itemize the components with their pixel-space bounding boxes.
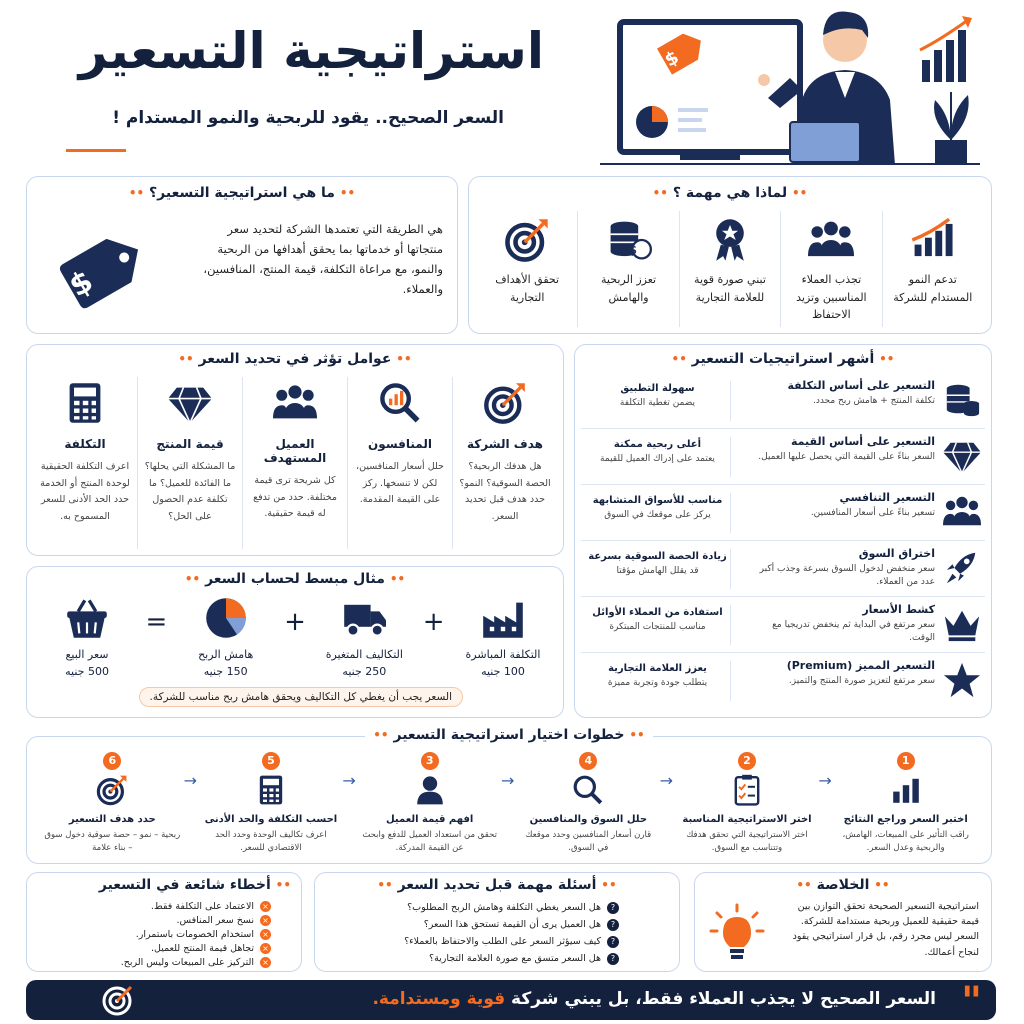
example-items — [37, 589, 553, 685]
strategy-icon-wrap — [941, 661, 981, 701]
strategy-items — [581, 373, 985, 709]
svg-text:$: $ — [627, 241, 637, 257]
title-underline — [66, 149, 126, 152]
example-icon-wrap — [176, 596, 276, 642]
strategy-row — [581, 373, 985, 429]
step-desc: قارن أسعار المنافسين وحدد موقعك في السوق. — [525, 830, 652, 854]
step-icon-wrap — [668, 774, 827, 810]
factor-item — [242, 377, 347, 549]
step-number: 1 — [897, 752, 915, 770]
step-desc: اعرف تكاليف الوحدة وحدد الحد الاقتصادي للسعر. — [215, 830, 327, 854]
strategy-desc: سعر مرتفع في البداية ثم ينخفض تدريجيا مع الوقت. — [772, 620, 935, 644]
factor-icon-wrap — [144, 377, 236, 427]
factor-item — [347, 377, 452, 549]
strategy-icon-wrap — [941, 549, 981, 589]
factor-title: التكلفة — [64, 437, 106, 451]
search-icon — [572, 774, 604, 806]
strategy-row — [581, 541, 985, 597]
why-item-label: تجذب العملاء المناسبين وتزيد الاحتفاظ — [796, 273, 867, 322]
factor-title: العميل المستهدف — [263, 437, 327, 465]
strategy-desc: تسعير بناءً على أسعار المنافسين. — [810, 508, 935, 518]
factor-icon-wrap — [39, 377, 131, 427]
strategy-benefit-title: زيادة الحصة السوقية بسرعة — [588, 551, 727, 562]
x-icon: × — [260, 943, 271, 954]
calculator-icon — [63, 381, 107, 425]
conclusion-card: •• الخلاصة •• استراتيجية التسعير الصحيحة تحقق التوازن بين قيمة حقيقية للعميل وربحية مستدامة للشركة. السعر ليس مجرد رقم، بل قرار استراتيجي يقود لنجاح أعمالك. — [694, 872, 992, 972]
truck-icon — [342, 596, 386, 640]
example-value: 250 جنيه — [342, 665, 387, 678]
why-title: لماذا هي مهمة ؟ — [672, 185, 788, 201]
step-title: اختر الاستراتيجية المناسبة — [682, 814, 812, 825]
factor-item — [452, 377, 557, 549]
strategy-row — [581, 429, 985, 485]
step-desc: تحقق من استعداد العميل للدفع وابحث عن القيمة المدركة. — [362, 830, 497, 854]
factor-desc: اعرف التكلفة الحقيقية لوحدة المنتج أو الخدمة حدد الحد الأدنى للسعر المسموح به. — [40, 461, 130, 522]
why-item-label: تبني صورة قوية للعلامة التجارية — [694, 273, 766, 304]
mistakes-card: •• أخطاء شائعة في التسعير × الاعتماد على التكلفة فقط. × نسخ سعر المنافس. × استخدام الخصومات باستمرار. × تجاهل قيمة المنتج للعميل. × التركيز على المبيعات وليس الربح. — [26, 872, 302, 972]
step-number: 4 — [579, 752, 597, 770]
footer-highlight: قوية ومستدامة. — [372, 989, 506, 1009]
question-text: كيف سيؤثر السعر على الطلب والاحتفاظ بالعملاء؟ — [404, 936, 601, 947]
step-number: 6 — [103, 752, 121, 770]
strategy-benefit-title: أعلى ربحية ممكنة — [613, 439, 702, 450]
step-item — [183, 749, 351, 855]
question-item — [329, 950, 619, 967]
steps-card: •• خطوات اختيار استراتيجية التسعير •• 1 اختبر السعر وراجع النتائج راقب التأثير على المبيعات، الهامش، والربحية وعدل السعر. → 2 اختر الاستراتيجية المناسبة اختر الاستراتيجية التي تحقق هدفك وتتناسب مع السوق. → 4 حلل السوق والمنافسين قارن أسعار المنافسين وحدد موقعك في السوق. → 3 افهم قيمة العميل تحقق من استعداد العميل للدفع وابحث عن القيمة المدركة. → 5 احسب التكلفة والحد الأدنى اعرف تكاليف الوحدة وحدد الحد الاقتصادي للسعر. → 6 حدد هدف التسعير ربحية – نمو – حصة سوقية دخول سوق – بناء علامة — [26, 736, 992, 864]
footer-main: السعر الصحيح لا يجذب العملاء فقط، بل يبني شركة — [511, 989, 936, 1009]
example-icon-wrap — [37, 596, 137, 642]
strategy-row — [581, 485, 985, 541]
target-icon — [96, 774, 128, 806]
why-item-icon-wrap — [680, 217, 780, 263]
strategy-benefit-title: مناسب للأسواق المتشابهة — [592, 495, 723, 506]
example-title: مثال مبسط لحساب السعر — [205, 571, 385, 587]
strategy-main — [755, 659, 935, 688]
conclusion-title: الخلاصة — [816, 877, 870, 893]
award-icon — [707, 217, 753, 263]
why-item — [882, 211, 983, 327]
growth-chart-icon — [910, 217, 956, 263]
factor-icon-wrap — [459, 377, 551, 427]
step-arrow-icon: → — [500, 771, 515, 790]
why-item — [679, 211, 780, 327]
why-item-icon-wrap — [883, 217, 983, 263]
step-title: اختبر السعر وراجع النتائج — [843, 814, 968, 825]
diamond-icon — [943, 437, 981, 475]
crown-icon — [943, 605, 981, 643]
steps-title: خطوات اختيار استراتيجية التسعير — [393, 727, 625, 743]
example-value: 100 جنيه — [481, 665, 525, 678]
strategy-benefit — [585, 549, 731, 589]
strategy-main — [755, 491, 935, 520]
mistake-item — [71, 941, 271, 955]
strategy-benefit — [585, 605, 731, 645]
strategy-benefit — [585, 493, 731, 533]
example-icon-wrap — [314, 596, 414, 642]
target-icon — [504, 217, 550, 263]
strategy-main — [755, 603, 935, 645]
customers-icon — [808, 217, 854, 263]
calculator-icon — [255, 774, 287, 806]
step-item — [342, 749, 509, 855]
bars-icon — [890, 774, 922, 806]
question-icon: ? — [607, 919, 619, 931]
page-title: استراتيجية التسعير — [78, 22, 544, 80]
mistake-text: نسخ سعر المنافس. — [176, 914, 254, 926]
factor-title: قيمة المنتج — [156, 437, 224, 451]
factor-desc: حلل أسعار المنافسين، لكن لا تنسخها. ركز على القيمة المقدمة. — [356, 461, 444, 506]
step-number: 2 — [738, 752, 756, 770]
pie-icon — [204, 596, 248, 640]
strategy-main — [755, 379, 935, 408]
step-number: 5 — [262, 752, 280, 770]
step-title: حلل السوق والمنافسين — [529, 814, 648, 825]
user-icon — [414, 774, 446, 806]
strategy-benefit-title: يعزز العلامة التجارية — [608, 663, 707, 674]
step-title: احسب التكلفة والحد الأدنى — [204, 814, 338, 825]
strategy-name: التسعير على أساس التكلفة — [787, 379, 935, 392]
factor-title: هدف الشركة — [467, 437, 543, 451]
question-text: هل السعر متسق مع صورة العلامة التجارية؟ — [429, 953, 601, 964]
example-note: السعر يجب أن يغطي كل التكاليف ويحقق هامش ربح مناسب للشركة. — [139, 687, 463, 707]
why-item-icon-wrap — [578, 217, 678, 263]
search-chart-icon — [378, 381, 422, 425]
mistake-item — [71, 913, 271, 927]
conclusion-body: استراتيجية التسعير الصحيحة تحقق التوازن بين قيمة حقيقية للعميل وربحية مستدامة للشركة. السعر ليس مجرد رقم، بل قرار استراتيجي يقود لنجاح أعمالك. — [792, 901, 979, 958]
strategy-benefit — [585, 661, 731, 701]
mistake-items — [71, 899, 271, 969]
basket-icon — [65, 596, 109, 640]
strategy-desc: سعر منخفض لدخول السوق بسرعة وجذب أكبر عدد من العملاء. — [759, 564, 935, 588]
strategy-name: اختراق السوق — [858, 547, 935, 560]
x-icon: × — [260, 929, 271, 940]
step-item — [33, 749, 192, 855]
why-item — [577, 211, 678, 327]
factor-icon-wrap — [354, 377, 446, 427]
strategy-benefit-desc: يعتمد على إدراك العميل للقيمة — [600, 454, 715, 464]
step-icon-wrap — [509, 774, 668, 810]
strategy-benefit — [585, 381, 731, 421]
group-icon — [273, 381, 317, 425]
strategy-benefit-title: سهولة التطبيق — [620, 383, 695, 394]
question-item — [329, 899, 619, 916]
strategy-main — [755, 547, 935, 589]
factors-card: •• عوامل تؤثر في تحديد السعر •• هدف الشركة هل هدفك الربحية؟ الحصة السوقية؟ النمو؟ حدد هدف قبل تحديد السعر. المنافسون حلل أسعار المنافسين، لكن لا تنسخها. ركز على القيمة المقدمة. العميل المستهدف كل شريحة ترى قيمة مختلفة. حدد من تدفع له قيمة حقيقية. قيمة المنتج ما المشكلة التي يحلها؟ ما الفائدة للعميل؟ ما تكلفة عدم الحصول على الحل؟ التكلفة اعرف التكلفة الحقيقية لوحدة المنتج أو الخدمة حدد الحد الأدنى للسعر المسموح به. — [26, 344, 564, 556]
group-icon — [943, 493, 981, 531]
quote-icon: " — [961, 978, 982, 1024]
what-is-card: •• ما هي استراتيجية التسعير؟ •• هي الطريقة التي تعتمدها الشركة لتحديد سعر منتجاتها أو خدماتها بما يحقق أهدافها من الربحية والنمو، مع مراعاة التكلفة، قيمة المنتج، المنافسين، والعملاء. $ — [26, 176, 458, 334]
x-icon: × — [260, 957, 271, 968]
why-card: •• لماذا هي مهمة ؟ •• تدعم النمو المستدام للشركة تجذب العملاء المناسبين وتزيد الاحتفاظ تبني صورة قوية للعلامة التجارية $ تعزز الربحية والهامش تحقق الأهداف التجارية — [468, 176, 992, 334]
why-item — [780, 211, 881, 327]
target-icon — [483, 381, 527, 425]
example-card: •• مثال مبسط لحساب السعر •• التكلفة المباشرة 100 جنيه + التكاليف المتغيرة 250 جنيه + هامش الربح 150 جنيه = سعر البيع 500 جنيه السعر يجب أن يغطي كل التكاليف ويحقق هامش ربح مناسب للشركة. — [26, 566, 564, 718]
step-item — [818, 749, 985, 855]
questions-card: •• أسئلة مهمة قبل تحديد السعر •• ? هل السعر يغطي التكلفة وهامش الربح المطلوب؟ ? هل العميل يرى أن القيمة تستحق هذا السعر؟ ? كيف سيؤثر السعر على الطلب والاحتفاظ بالعملاء؟ ? هل السعر متسق مع صورة العلامة التجارية؟ — [314, 872, 680, 972]
example-item — [453, 596, 553, 678]
step-title: افهم قيمة العميل — [385, 814, 474, 825]
diamond-icon — [168, 381, 212, 425]
step-items — [33, 749, 985, 861]
x-icon: × — [260, 915, 271, 926]
strategy-row — [581, 597, 985, 653]
mistake-item — [71, 927, 271, 941]
step-arrow-icon: → — [659, 771, 674, 790]
operator-symbol: + — [284, 607, 306, 637]
why-item-label: تعزز الربحية والهامش — [601, 273, 657, 304]
coins-icon — [606, 217, 652, 263]
footer-banner — [26, 978, 996, 1024]
lightbulb-icon — [707, 901, 767, 965]
step-desc: راقب التأثير على المبيعات، الهامش، والربحية وعدل السعر. — [842, 830, 969, 854]
strategy-benefit-desc: يتطلب جودة وتجربة مميزة — [607, 678, 708, 688]
svg-text:$: $ — [661, 46, 683, 72]
strategy-benefit — [585, 437, 731, 477]
step-arrow-icon: → — [818, 771, 832, 790]
factory-icon — [481, 596, 525, 640]
why-item-icon-wrap — [781, 217, 881, 263]
example-label: التكلفة المباشرة — [465, 648, 541, 661]
checklist-icon — [731, 774, 763, 806]
strategy-desc: سعر مرتفع لتعزيز صورة المنتج والتميز. — [788, 676, 935, 686]
page-subtitle: السعر الصحيح.. يقود للربحية والنمو المستدام ! — [112, 108, 504, 128]
strategy-name: كشط الأسعار — [862, 603, 935, 616]
factor-items — [33, 377, 557, 549]
operator-symbol: + — [422, 607, 445, 637]
mistake-item — [71, 955, 271, 969]
factor-desc: كل شريحة ترى قيمة مختلفة. حدد من تدفع له قيمة حقيقية. — [253, 475, 337, 520]
price-tag-icon — [51, 213, 161, 323]
star-icon — [943, 661, 981, 699]
strategy-row — [581, 653, 985, 709]
why-items — [477, 211, 983, 327]
factor-desc: هل هدفك الربحية؟ الحصة السوقية؟ النمو؟ حدد هدف قبل تحديد السعر. — [459, 461, 551, 522]
questions-title: أسئلة مهمة قبل تحديد السعر — [397, 877, 597, 893]
question-icon: ? — [607, 936, 619, 948]
rocket-icon — [943, 549, 981, 587]
example-value: 500 جنيه — [65, 665, 109, 678]
step-number: 3 — [421, 752, 439, 770]
strategies-card: •• أشهر استراتيجيات التسعير •• التسعير على أساس التكلفة تكلفة المنتج + هامش ربح محدد. سهولة التطبيق يضمن تغطية التكلفة التسعير على أساس القيمة السعر بناءً على القيمة التي يحصل عليها العميل. أعلى ربحية ممكنة يعتمد على إدراك العميل للقيمة التسعير التنافسي تسعير بناءً على أسعار المنافسين. مناسب للأسواق المتشابهة يركز على موقعك في السوق اختراق السوق سعر منخفض لدخول السوق بسرعة وجذب أكبر عدد من العملاء. زيادة الحصة السوقية بسرعة قد يقلل الهامش مؤقتا كشط الأسعار سعر مرتفع في البداية ثم ينخفض تدريجيا مع الوقت. استفادة من العملاء الأوائل مناسب للمنتجات المبتكرة التسعير المميز (Premium) سعر مرتفع لتعزيز صورة المنتج والتميز. يعزز العلامة التجارية يتطلب جودة وتجربة مميزة — [574, 344, 992, 718]
strategy-name: التسعير على أساس القيمة — [791, 435, 935, 448]
strategy-icon-wrap — [941, 493, 981, 533]
step-icon-wrap — [192, 774, 351, 810]
strategy-benefit-desc: مناسب للمنتجات المبتكرة — [609, 622, 706, 632]
target-icon — [100, 982, 136, 1018]
strategies-title: أشهر استراتيجيات التسعير — [691, 351, 875, 367]
example-label: سعر البيع — [65, 648, 109, 661]
strategy-benefit-desc: يركز على موقعك في السوق — [604, 510, 711, 520]
mistake-text: تجاهل قيمة المنتج للعميل. — [150, 942, 254, 954]
strategy-name: التسعير التنافسي — [839, 491, 935, 504]
mistake-text: استخدام الخصومات باستمرار. — [135, 928, 254, 940]
why-item-label: تحقق الأهداف التجارية — [495, 273, 560, 304]
factor-title: المنافسون — [368, 437, 432, 451]
question-item — [329, 916, 619, 933]
step-icon-wrap — [33, 774, 192, 810]
step-icon-wrap — [350, 774, 509, 810]
example-value: 150 جنيه — [203, 665, 248, 678]
step-item — [500, 749, 668, 855]
strategy-benefit-desc: قد يقلل الهامش مؤقتا — [616, 566, 699, 576]
question-text: هل السعر يغطي التكلفة وهامش الربح المطلوب؟ — [407, 902, 601, 913]
example-label: التكاليف المتغيرة — [325, 648, 403, 661]
example-label: هامش الربح — [198, 648, 254, 661]
mistake-text: التركيز على المبيعات وليس الربح. — [120, 956, 254, 968]
what-is-title: ما هي استراتيجية التسعير؟ — [149, 185, 335, 201]
example-item — [176, 596, 276, 678]
what-is-body: هي الطريقة التي تعتمدها الشركة لتحديد سعر منتجاتها أو خدماتها بما يحقق أهدافها من الربحية والنمو، مع مراعاة التكلفة، قيمة المنتج، المنافسين، والعملاء. — [203, 222, 443, 297]
presenter-illustration — [590, 0, 1010, 170]
question-icon: ? — [607, 953, 619, 965]
factors-title: عوامل تؤثر في تحديد السعر — [198, 351, 392, 367]
step-title: حدد هدف التسعير — [68, 814, 156, 825]
factor-item — [33, 377, 137, 549]
step-desc: ربحية – نمو – حصة سوقية دخول سوق – بناء علامة — [44, 830, 181, 854]
mistakes-title: أخطاء شائعة في التسعير — [98, 877, 271, 893]
strategy-desc: تكلفة المنتج + هامش ربح محدد. — [812, 396, 935, 406]
strategy-icon-wrap — [941, 381, 981, 421]
strategy-benefit-title: استفادة من العملاء الأوائل — [592, 607, 723, 618]
step-item — [659, 749, 827, 855]
why-item-label: تدعم النمو المستدام للشركة — [893, 273, 973, 304]
strategy-benefit-desc: يضمن تغطية التكلفة — [619, 398, 696, 408]
strategy-name: التسعير المميز (Premium) — [786, 659, 935, 672]
strategy-main — [755, 435, 935, 464]
factor-icon-wrap — [249, 377, 341, 427]
factor-item — [137, 377, 242, 549]
step-icon-wrap — [826, 774, 985, 810]
question-item — [329, 933, 619, 950]
mistake-text: الاعتماد على التكلفة فقط. — [150, 900, 254, 912]
operator-symbol: = — [145, 607, 168, 637]
strategy-icon-wrap — [941, 605, 981, 645]
example-item — [37, 596, 137, 678]
question-text: هل العميل يرى أن القيمة تستحق هذا السعر؟ — [423, 919, 601, 930]
mistake-item — [71, 899, 271, 913]
example-item — [314, 596, 414, 678]
step-arrow-icon: → — [342, 771, 356, 790]
why-item — [477, 211, 577, 327]
strategy-icon-wrap — [941, 437, 981, 477]
factor-desc: ما المشكلة التي يحلها؟ ما الفائدة للعميل؟ ما تكلفة عدم الحصول على الحل؟ — [144, 461, 236, 522]
step-desc: اختر الاستراتيجية التي تحقق هدفك وتتناسب مع السوق. — [686, 830, 808, 854]
strategy-desc: السعر بناءً على القيمة التي يحصل عليها العميل. — [758, 452, 935, 462]
svg-text:$: $ — [63, 263, 100, 305]
question-items — [329, 899, 619, 967]
x-icon: × — [260, 901, 271, 912]
why-item-icon-wrap — [477, 217, 577, 263]
example-icon-wrap — [453, 596, 553, 642]
step-arrow-icon: → — [183, 771, 198, 790]
question-icon: ? — [607, 902, 619, 914]
footer-text — [372, 989, 936, 1009]
coins-stack-icon — [943, 381, 981, 419]
header — [0, 0, 1024, 170]
